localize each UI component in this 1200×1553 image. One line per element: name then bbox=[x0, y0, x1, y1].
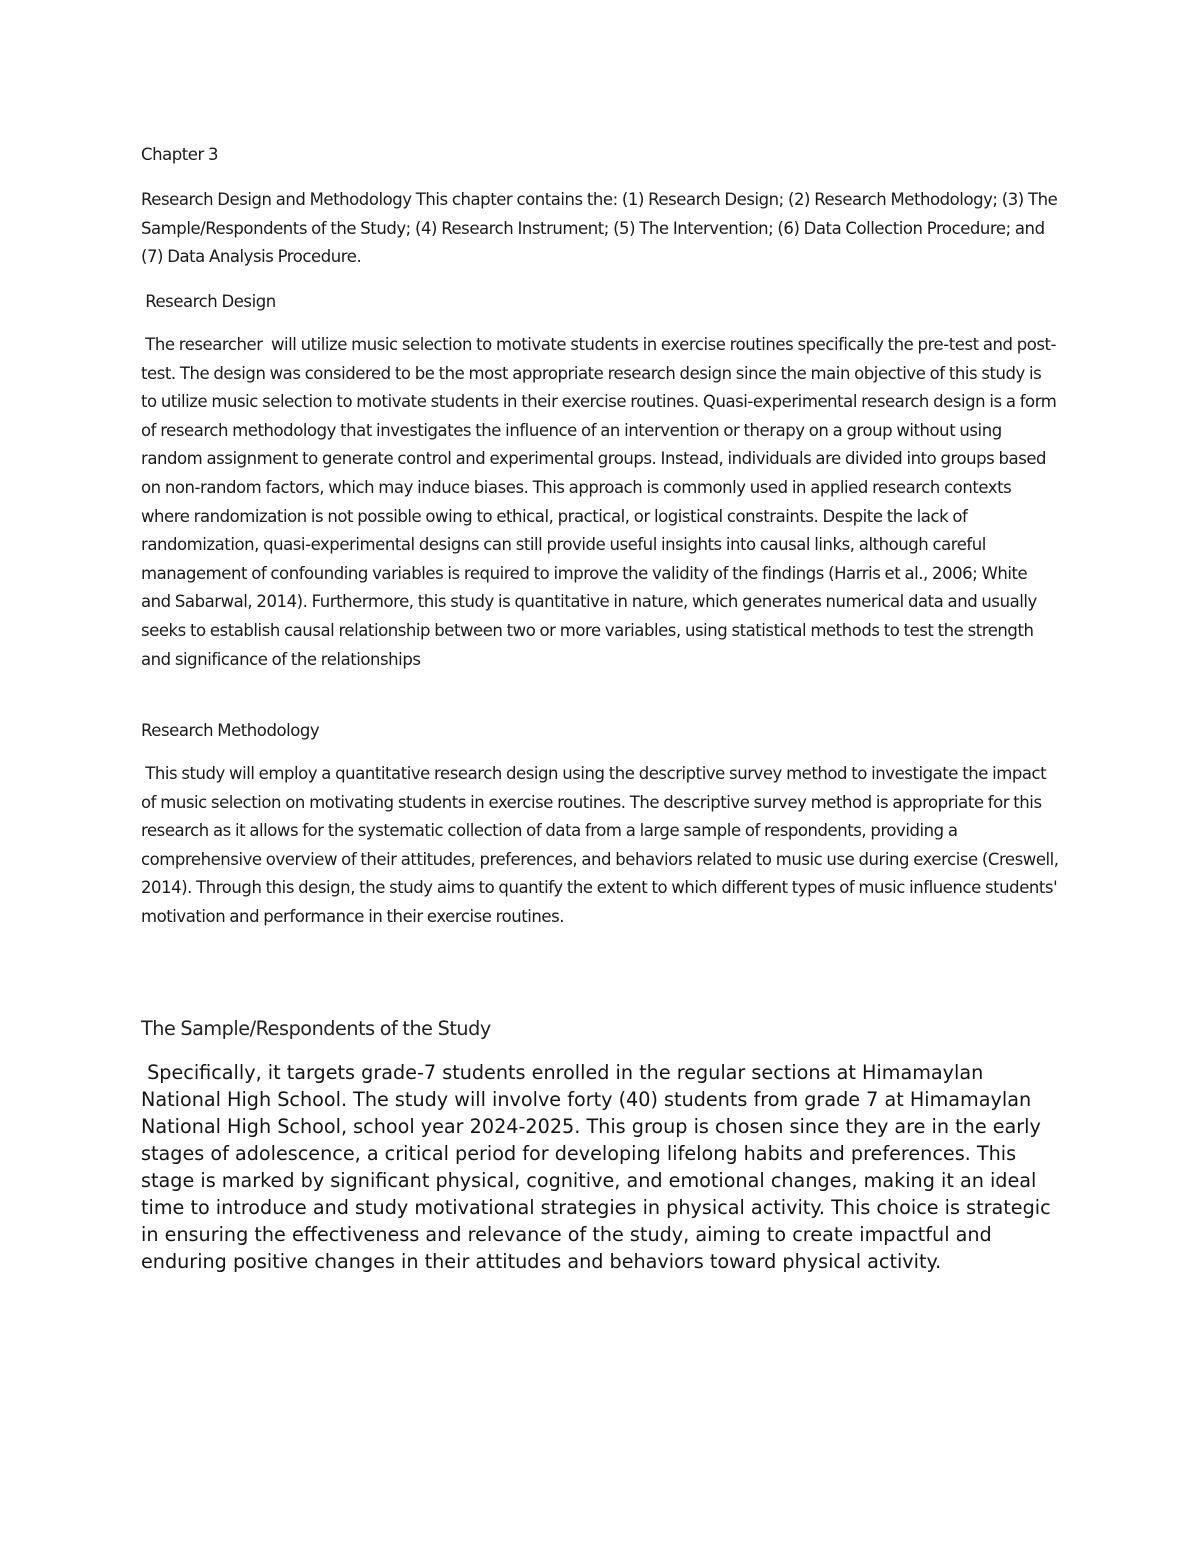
sample-respondents-heading: The Sample/Respondents of the Study bbox=[141, 1017, 491, 1040]
research-methodology-heading: Research Methodology bbox=[141, 721, 320, 740]
research-design-heading: Research Design bbox=[141, 292, 276, 311]
chapter-label: Chapter 3 bbox=[141, 145, 219, 164]
research-methodology-paragraph: This study will employ a quantitative research design using the descriptive survey method to investigate the impact of music selection on motivating students in exercise routines. The descriptive survey method is appropriate for this research as it allows for the systematic collection of data from a large sample of respondents, providing a comprehensive overview of their attitudes, preferences, and behaviors related to music use during exercise (Creswell, 2014). Through this design, the study aims to quantify the extent to which different types of music influence students' motivation and performance in their exercise routines. bbox=[141, 764, 1063, 926]
sample-respondents-paragraph: Specifically, it targets grade-7 students enrolled in the regular sections at Himamaylan National High School. The study will involve forty (40) students from grade 7 at Himamaylan National High School, school year 2024-2025. This group is chosen since they are in the early stages of adolescence, a critical period for developing lifelong habits and preferences. This stage is marked by significant physical, cognitive, and emotional changes, making it an ideal time to introduce and study motivational strategies in physical activity. This choice is strategic in ensuring the effectiveness and relevance of the study, aiming to create impactful and enduring positive changes in their attitudes and behaviors toward physical activity. bbox=[141, 1061, 1057, 1274]
research-design-paragraph: The researcher will utilize music selection to motivate students in exercise routines specifically the pre-test and post-test. The design was considered to be the most appropriate research design since the main objective of this study is to utilize music selection to motivate students in their exercise routines. Quasi-experimental research design is a form of research methodology that investigates the influence of an intervention or therapy on a group without using random assignment to generate control and experimental groups. Instead, individuals are divided into groups based on non-random factors, which may induce biases. This approach is commonly used in applied research contexts where randomization is not possible owing to ethical, practical, or logistical constraints. Despite the lack of randomization, quasi-experimental designs can still provide useful insights into causal links, although careful management of confounding variables is required to improve the validity of the findings (Harris et al., 2006; White and Sabarwal, 2014). Furthermore, this study is quantitative in nature, which generates numerical data and usually seeks to establish causal relationship between two or more variables, using statistical methods to test the strength and significance of the relationships bbox=[141, 335, 1061, 669]
chapter-intro-paragraph: Research Design and Methodology This chapter contains the: (1) Research Design; (2) Research Methodology; (3) The Sample/Respondents of the Study; (4) Research Instrument; (5) The Intervention; (6) Data Collection Procedure; and (7) Data Analysis Procedure. bbox=[141, 190, 1058, 267]
